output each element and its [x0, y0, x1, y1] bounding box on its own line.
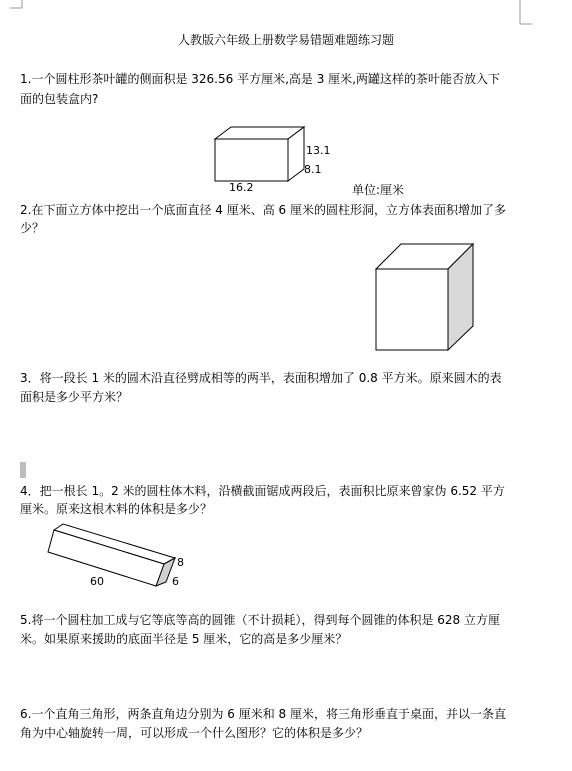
question-4-line-1: 4．把一根长 1。2 米的圆柱体木料，沿横截面锯成两段后，表面积比原来曾家伪 6.52 平方	[20, 484, 505, 498]
question-1-line-2: 面的包装盒内?	[20, 92, 99, 106]
cube-figure	[372, 240, 482, 355]
text-cursor-marker	[20, 462, 26, 478]
question-1-line-1: 1.一个圆柱形茶叶罐的侧面积是 326.56 平方厘米,高是 3 厘米,两罐这样的茶叶能否放入下	[20, 72, 500, 86]
question-5-line-1: 5.将一个圆柱加工成与它等底等高的圆锥（不计损耗），得到每个圆锥的体积是 628 立方厘	[20, 613, 500, 627]
corner-mark-top-left	[0, 0, 30, 30]
question-3-line-2: 面积是多少平方米？	[20, 390, 129, 404]
box-width-label: 8.1	[304, 163, 322, 176]
question-6-line-2: 角为中心轴旋转一周，可以形成一个什么图形？它的体积是多少？	[20, 726, 369, 740]
prism-height-label: 8	[177, 556, 184, 569]
log-prism-figure	[44, 520, 184, 590]
rectangular-box-figure	[210, 125, 310, 185]
question-2-line-2: 少？	[20, 221, 45, 235]
question-2-line-1: 2.在下面立方体中挖出一个底面直径 4 厘米、高 6 厘米的圆柱形洞，立方体表面积增加了多	[20, 203, 506, 217]
document-title: 人教版六年级上册数学易错题难题练习题	[177, 33, 394, 47]
question-6-line-1: 6.一个直角三角形，两条直角边分别为 6 厘米和 8 厘米，将三角形垂直于桌面，并以一条直	[20, 707, 506, 721]
prism-width-label: 6	[172, 575, 179, 588]
question-4-line-2: 厘米。原来这根木料的体积是多少？	[20, 502, 213, 516]
corner-mark-top-right	[512, 0, 542, 30]
question-3-line-1: 3．将一段长 1 米的圆木沿直径劈成相等的两半，表面积增加了 0.8 平方米。原来圆木的表	[20, 371, 502, 385]
box-height-label: 13.1	[306, 144, 331, 157]
prism-length-label: 60	[90, 575, 104, 588]
question-5-line-2: 米。如果原来援助的底面半径是 5 厘米，它的高是多少厘米？	[20, 632, 348, 646]
unit-label: 单位:厘米	[352, 183, 405, 197]
box-length-label: 16.2	[229, 181, 254, 194]
